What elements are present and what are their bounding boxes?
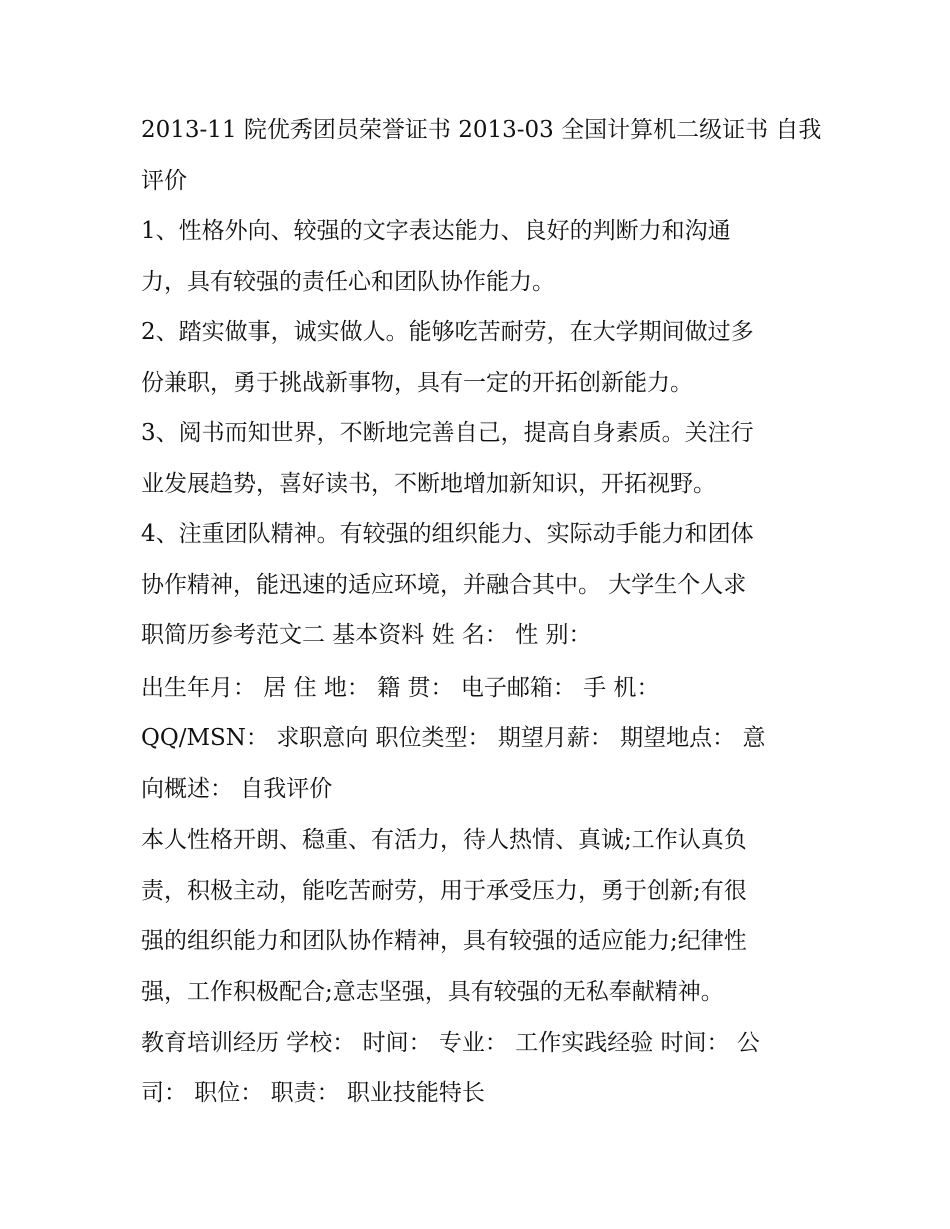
text-line-1: 2013-11 院优秀团员荣誉证书 2013-03 全国计算机二级证书 自我	[141, 117, 822, 143]
text-line-16: 责，积极主动，能吃苦耐劳，用于承受压力，勇于创新;有很	[141, 878, 747, 904]
text-line-12: 出生年月： 居 住 地： 籍 贯： 电子邮箱： 手 机：	[141, 675, 660, 701]
text-line-10: 协作精神，能迅速的适应环境，并融合其中。 大学生个人求	[141, 572, 747, 598]
text-line-11: 职简历参考范文二 基本资料 姓 名： 性 别：	[141, 622, 592, 648]
text-line-3: 1、性格外向、较强的文字表达能力、良好的判断力和沟通	[141, 218, 731, 244]
text-line-14: 向概述： 自我评价	[141, 776, 333, 802]
text-line-19: 教育培训经历 学校： 时间： 专业： 工作实践经验 时间： 公	[141, 1030, 760, 1056]
text-line-15: 本人性格开朗、稳重、有活力，待人热情、真诚;工作认真负	[141, 827, 747, 853]
text-line-7: 3、阅书而知世界，不断地完善自己，提高自身素质。关注行	[141, 420, 754, 446]
text-line-9: 4、注重团队精神。有较强的组织能力、实际动手能力和团体	[141, 521, 754, 547]
text-line-4: 力，具有较强的责任心和团队协作能力。	[141, 269, 555, 295]
text-line-13: QQ/MSN： 求职意向 职位类型： 期望月薪： 期望地点： 意	[141, 725, 766, 751]
text-line-2: 评价	[141, 168, 187, 194]
text-line-20: 司： 职位： 职责： 职业技能特长	[141, 1080, 485, 1106]
text-line-17: 强的组织能力和团队协作精神，具有较强的适应能力;纪律性	[141, 928, 747, 954]
text-line-18: 强，工作积极配合;意志坚强，具有较强的无私奉献精神。	[141, 979, 724, 1005]
text-line-8: 业发展趋势，喜好读书，不断地增加新知识，开拓视野。	[141, 471, 716, 497]
text-line-6: 份兼职，勇于挑战新事物，具有一定的开拓创新能力。	[141, 370, 693, 396]
text-line-5: 2、踏实做事，诚实做人。能够吃苦耐劳，在大学期间做过多	[141, 319, 754, 345]
